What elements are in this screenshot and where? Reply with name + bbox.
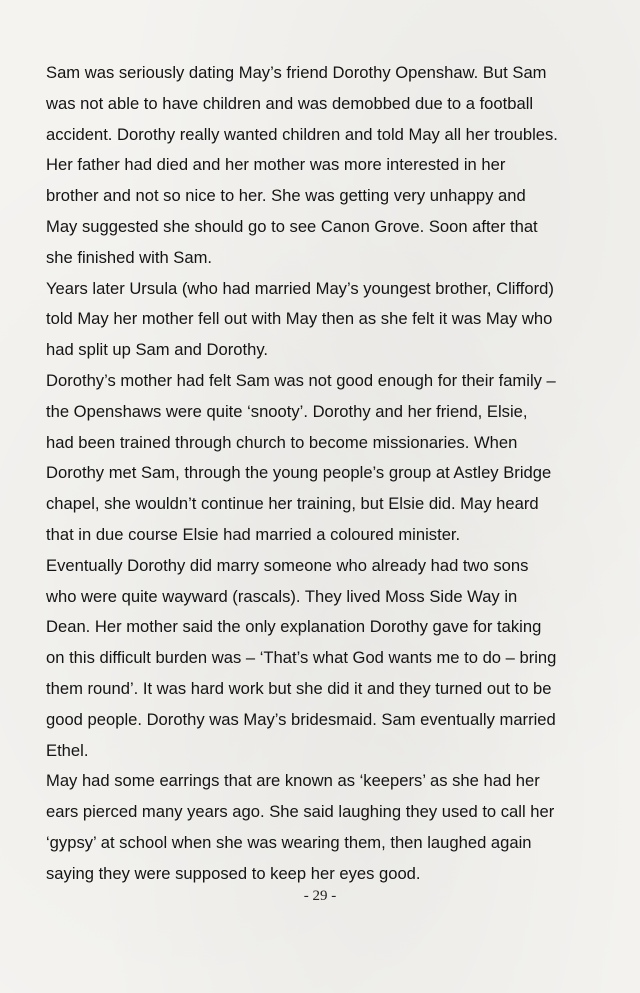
text-line: who were quite wayward (rascals). They lived Moss Side Way in: [46, 586, 518, 606]
text-line: Eventually Dorothy did marry someone who already had two sons: [46, 555, 529, 575]
text-line: Years later Ursula (who had married May’s youngest brother, Clifford): [46, 278, 554, 298]
text-line: accident. Dorothy really wanted children and told May all her troubles.: [46, 124, 558, 144]
text-line: had split up Sam and Dorothy.: [46, 340, 268, 360]
text-line: Sam was seriously dating May’s friend Dorothy Openshaw. But Sam: [46, 63, 547, 82]
text-line: Dorothy met Sam, through the young people’s group at Astley Bridge: [46, 463, 552, 483]
text-line: good people. Dorothy was May’s bridesmaid. Sam eventually married: [46, 709, 556, 729]
text-line: chapel, she wouldn’t continue her training, but Elsie did. May heard: [46, 494, 539, 514]
text-line: that in due course Elsie had married a coloured minister.: [46, 524, 461, 544]
text-line: Dean. Her mother said the only explanation Dorothy gave for taking: [46, 617, 542, 637]
text-line: them round’. It was hard work but she did it and they turned out to be: [46, 678, 552, 698]
text-line: was not able to have children and was demobbed due to a football: [46, 93, 534, 113]
text-line: she finished with Sam.: [46, 247, 213, 267]
text-line: had been trained through church to become missionaries. When: [46, 432, 518, 452]
text-line: Dorothy’s mother had felt Sam was not good enough for their family –: [46, 370, 556, 390]
text-line: the Openshaws were quite ‘snooty’. Dorothy and her friend, Elsie,: [46, 401, 528, 421]
text-line: May suggested she should go to see Canon Grove. Soon after that: [46, 216, 538, 236]
text-line: told May her mother fell out with May then as she felt it was May who: [46, 309, 553, 329]
text-line: on this difficult burden was – ‘That’s what God wants me to do – bring: [46, 648, 557, 668]
text-line: ears pierced many years ago. She said laughing they used to call her: [46, 802, 555, 822]
text-line: Her father had died and her mother was more interested in her: [46, 155, 506, 175]
body-text: [46, 58, 606, 890]
text-line: May had some earrings that are known as ‘keepers’ as she had her: [46, 771, 540, 791]
text-line: brother and not so nice to her. She was getting very unhappy and: [46, 186, 526, 206]
text-line: saying they were supposed to keep her eyes good.: [46, 863, 421, 883]
text-line: ‘gypsy’ at school when she was wearing them, then laughed again: [46, 832, 532, 852]
page-number: - 29 -: [303, 888, 337, 904]
text-line: Ethel.: [46, 740, 89, 760]
